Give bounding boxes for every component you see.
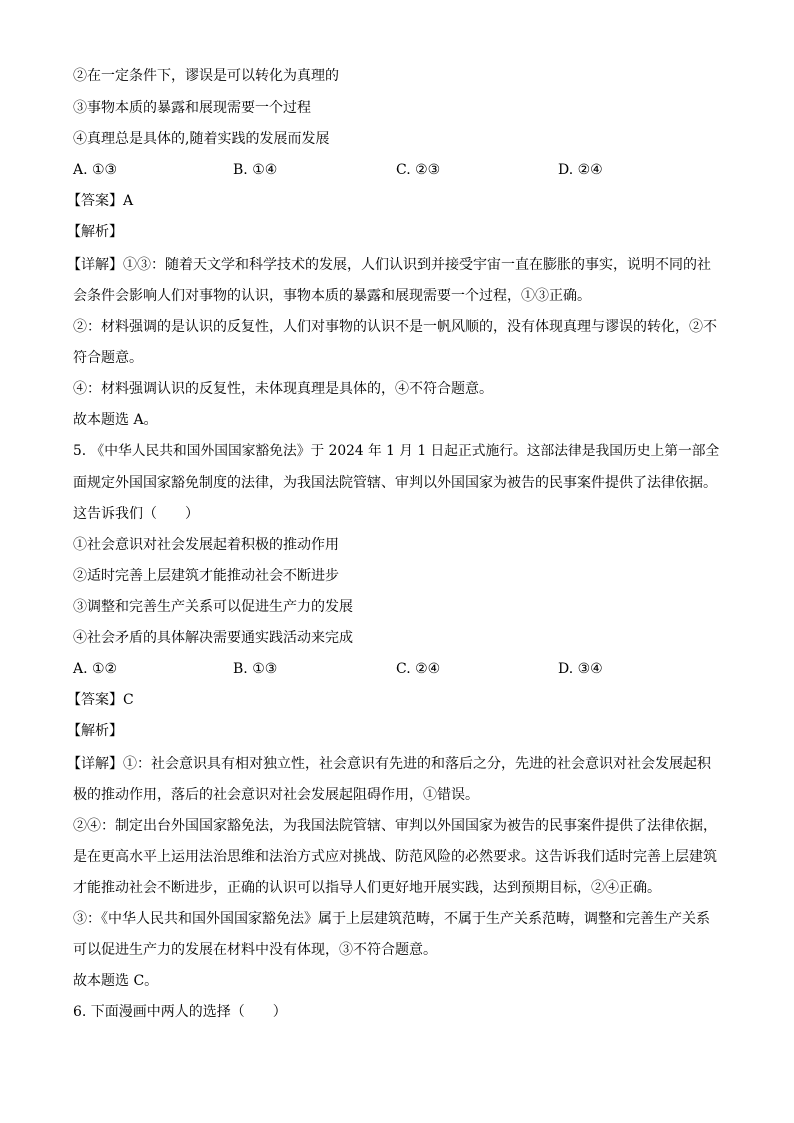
q5-stem-line: 5. 《中华人民共和国外国国家豁免法》于 2024 年 1 月 1 日起正式施行。这部法律是我国历史上第一部全 [73,443,720,459]
q4-detail-line: ②：材料强调的是认识的反复性，人们对事物的认识不是一帆风顺的，没有体现真理与谬误的转化，②不 [73,319,717,335]
q5-detail-line: 是在更高水平上运用法治思维和法治方式应对挑战、防范风险的必然要求。这告诉我们适时完善上层建筑 [73,849,717,865]
q5-statement-1: ①社会意识对社会发展起着积极的推动作用 [73,537,339,553]
q4-answer: 【答案】A [67,193,134,209]
q5-detail-line: 可以促进生产力的发展在材料中没有体现，③不符合题意。 [73,942,437,958]
q5-detail-line: 【详解】①：社会意识具有相对独立性，社会意识有先进的和落后之分，先进的社会意识对社会发展起积 [67,756,711,772]
q6-stem: 6. 下面漫画中两人的选择（ ） [73,1004,287,1020]
q5-detail-line: 才能推动社会不断进步，正确的认识可以指导人们更好地开展实践，达到预期目标，②④正确。 [73,880,661,896]
q4-detail-line: ④：材料强调认识的反复性，未体现真理是具体的，④不符合题意。 [73,381,493,397]
q4-conclusion: 故本题选 A。 [73,412,158,428]
q4-detail-line: 【详解】①③：随着天文学和科学技术的发展，人们认识到并接受宇宙一直在膨胀的事实，说明不同的社 [67,257,711,273]
q5-analysis-heading: 【解析】 [67,723,123,739]
q4-option-a: A. ①③ [73,162,118,178]
q5-conclusion: 故本题选 C。 [73,973,159,989]
q5-statement-4: ④社会矛盾的具体解决需要通实践活动来完成 [73,630,353,646]
q5-detail-line: ③：《中华人民共和国外国国家豁免法》属于上层建筑范畴，不属于生产关系范畴，调整和完善生产关系 [73,911,710,927]
q4-analysis-heading: 【解析】 [67,224,123,240]
q5-option-d: D. ③④ [558,661,603,677]
q5-stem-line: 这告诉我们（ ） [73,506,199,522]
q5-detail-line: 极的推动作用，落后的社会意识对社会发展起阻碍作用，①错误。 [73,787,479,803]
q4-statement-3: ③事物本质的暴露和展现需要一个过程 [73,100,311,116]
q5-answer: 【答案】C [67,692,134,708]
q5-option-b: B. ①③ [233,661,278,677]
q5-statement-2: ②适时完善上层建筑才能推动社会不断进步 [73,568,339,584]
q5-option-c: C. ②④ [396,661,441,677]
q4-option-b: B. ①④ [233,162,278,178]
q4-statement-2: ②在一定条件下，谬误是可以转化为真理的 [73,68,339,84]
q5-statement-3: ③调整和完善生产关系可以促进生产力的发展 [73,599,353,615]
q4-option-c: C. ②③ [396,162,441,178]
q4-statement-4: ④真理总是具体的,随着实践的发展而发展 [73,131,330,147]
q4-detail-line: 会条件会影响人们对事物的认识，事物本质的暴露和展现需要一个过程，①③正确。 [73,288,591,304]
q4-detail-line: 符合题意。 [73,350,143,366]
q5-option-a: A. ①② [73,661,118,677]
q4-option-d: D. ②④ [558,162,603,178]
q5-stem-line: 面规定外国国家豁免制度的法律，为我国法院管辖、审判以外国国家为被告的民事案件提供了法律依据。 [73,475,717,491]
q5-detail-line: ②④：制定出台外国国家豁免法，为我国法院管辖、审判以外国国家为被告的民事案件提供了法律依据， [73,818,717,834]
